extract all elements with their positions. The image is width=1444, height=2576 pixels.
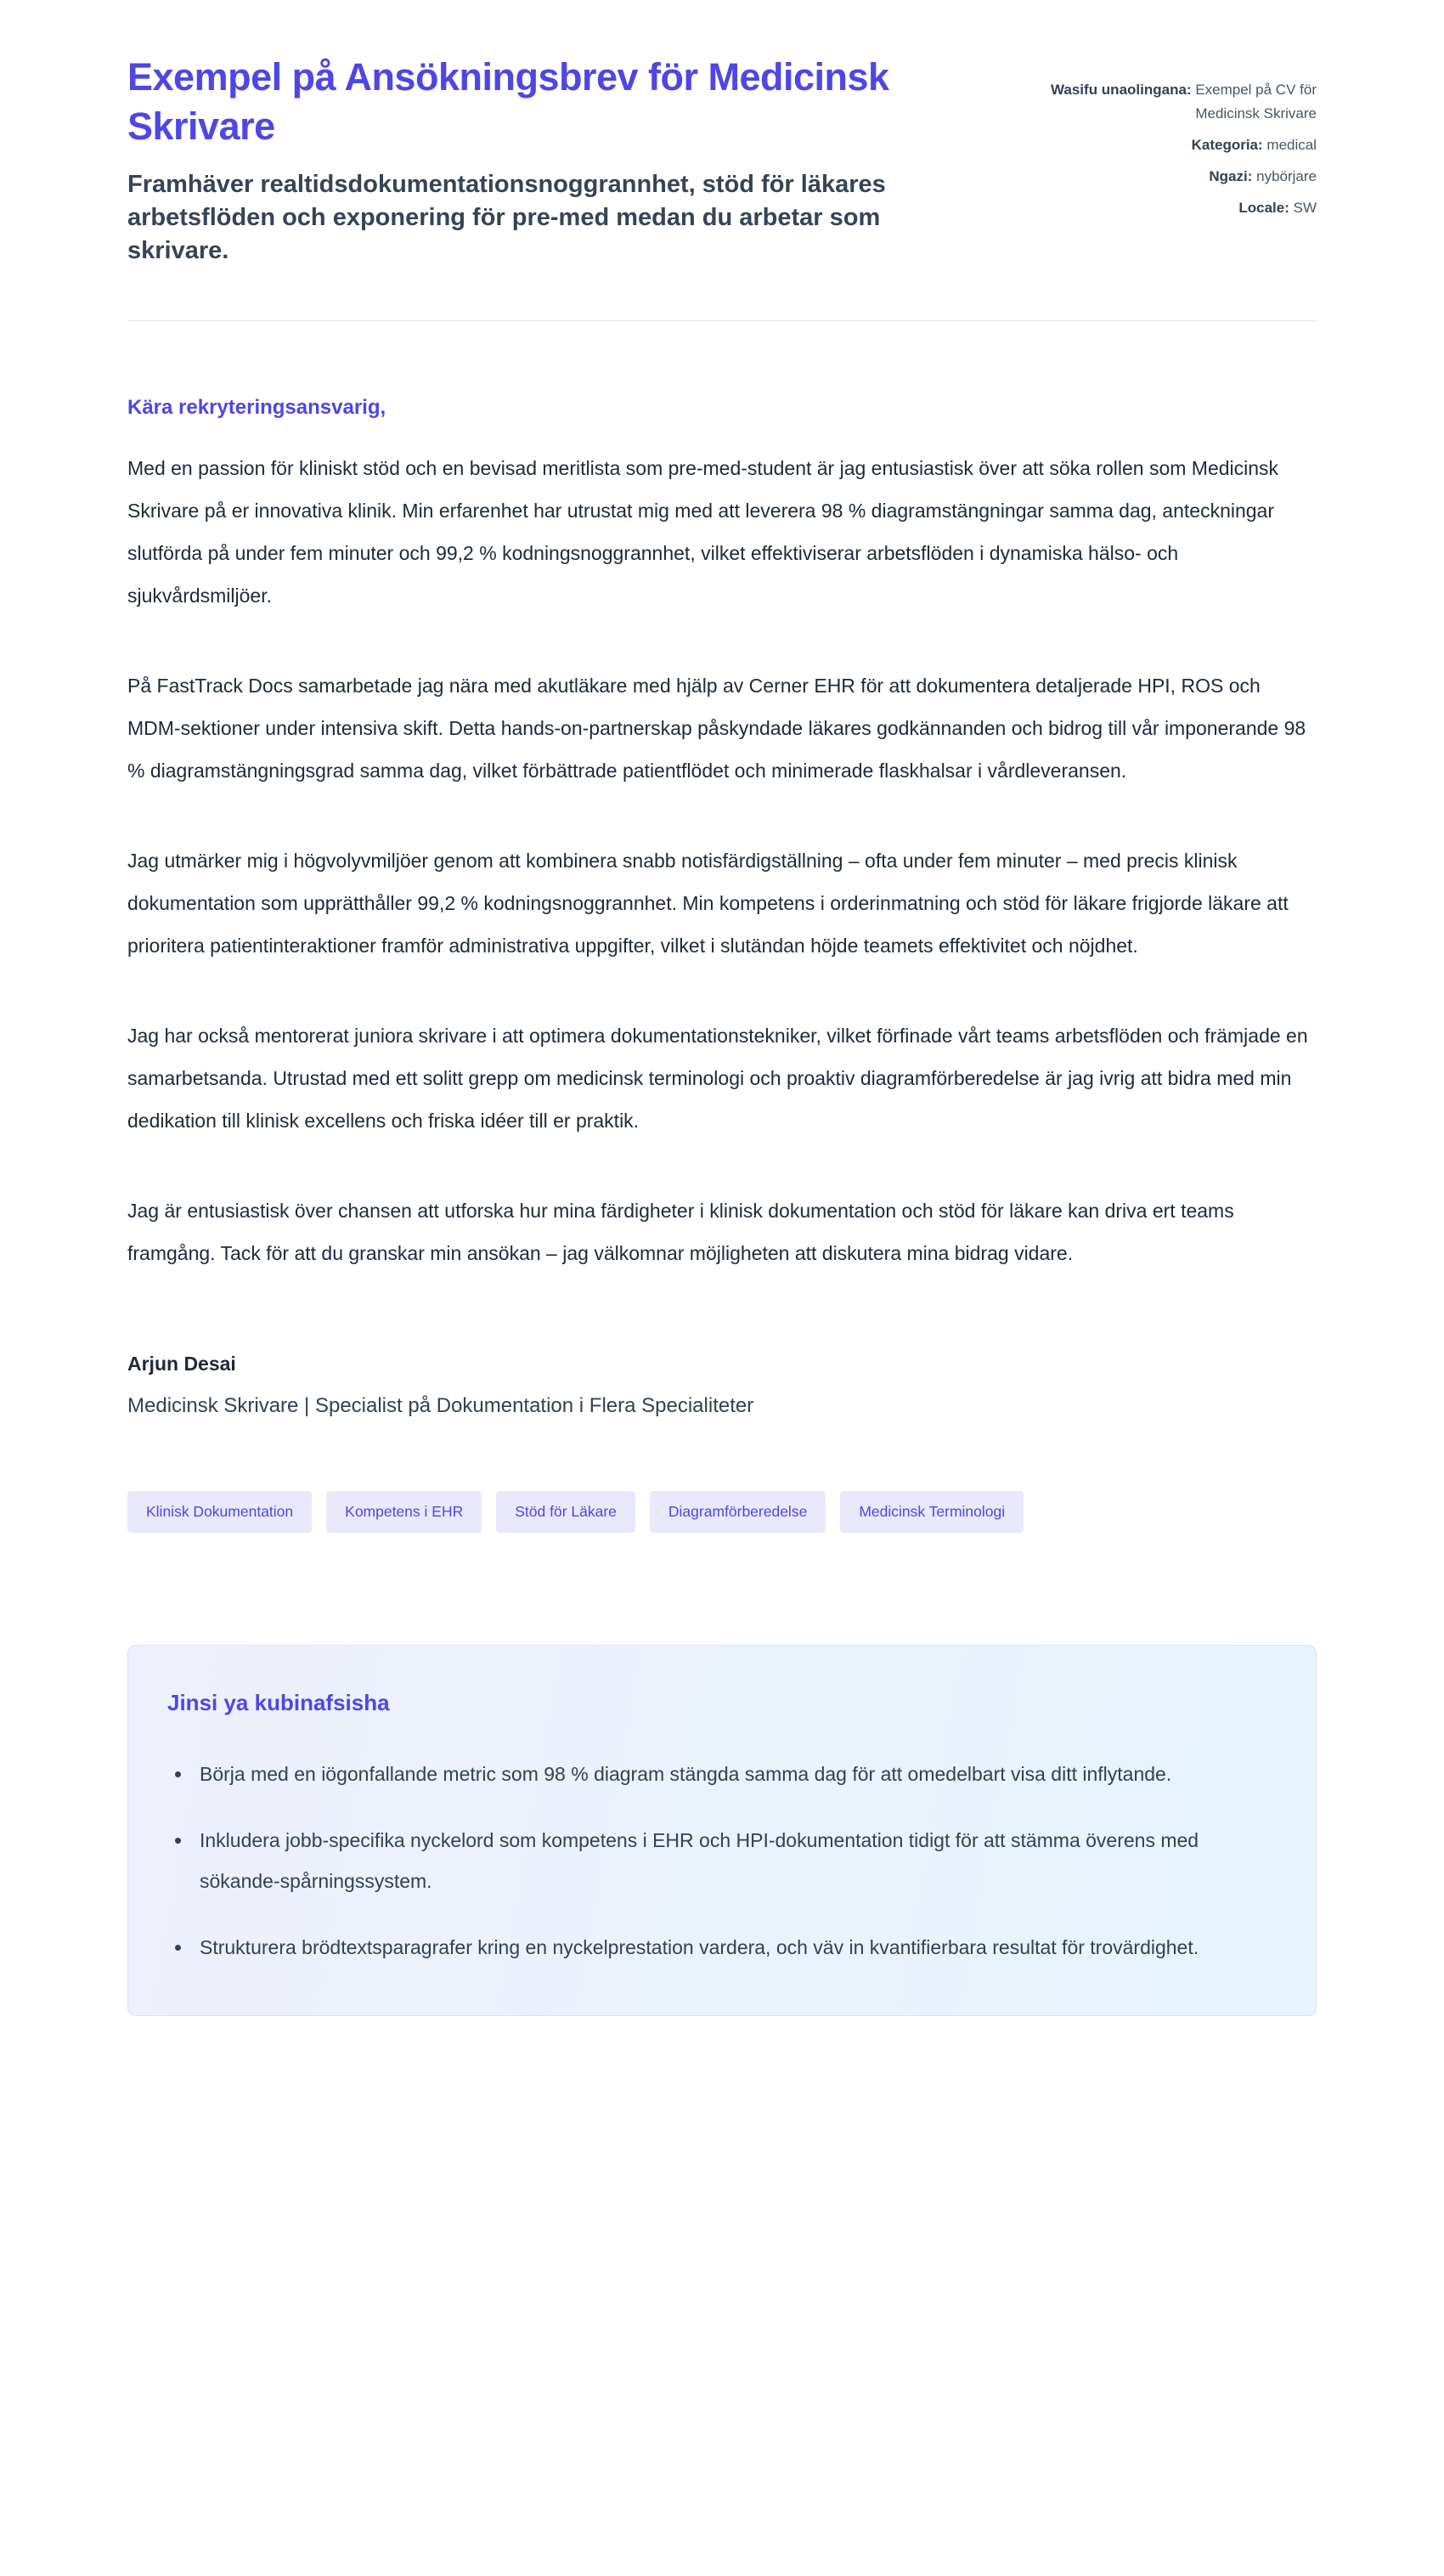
tips-box: [127, 1645, 1317, 2016]
meta-level-label: Ngazi:: [1209, 168, 1253, 184]
tips-item: • Inkludera jobb-specifika nyckelord som kompetens i EHR och HPI-dokumentation tidigt för att stämma överens med sökande-spårningssystem.: [193, 1820, 1238, 1901]
meta-category-value: medical: [1266, 137, 1317, 153]
tag-chip: Stöd för Läkare: [496, 1491, 635, 1533]
tips-item: • Börja med en iögonfallande metric som 98 % diagram stängda samma dag för att omedelbart visa ditt inflytande.: [193, 1754, 1238, 1794]
page-subtitle: Framhäver realtidsdokumentationsnoggrannhet, stöd för läkares arbetsflöden och exponering för pre-med medan du arbetar som skrivare.: [127, 171, 886, 264]
meta-category-label: Kategoria:: [1191, 137, 1263, 153]
tag-chip: Klinisk Dokumentation: [127, 1491, 312, 1533]
meta-locale-label: Locale:: [1238, 200, 1289, 216]
skill-tags: [127, 1491, 1147, 1533]
meta-level: [1028, 165, 1317, 189]
letter-body: [127, 396, 1317, 1274]
meta-locale-value: SW: [1293, 200, 1317, 216]
header-divider: [127, 320, 1317, 321]
letter-paragraph: Med en passion för kliniskt stöd och en bevisad meritlista som pre-med-student är jag entusiastisk över att söka rollen som Medicinsk Skrivare på er innovativa klinik. Min erfarenhet har utrustat mig med att leverera 98 % diagramstängningar samma dag, anteckningar slutförda på under fem minuter och 99,2 % kodningsnoggrannhet, vilket effektiviserar arbetsflöden i dynamiska hälso- och sjukvårdsmiljöer.: [127, 457, 1279, 607]
signature-name: Arjun Desai: [127, 1353, 236, 1375]
header-meta: [1028, 53, 1317, 228]
tips-list: [167, 1754, 1277, 1968]
letter-paragraph: Jag utmärker mig i högvolyvmiljöer genom att kombinera snabb notisfärdigställning – ofta under fem minuter – med precis klinisk dokumentation som upprätthåller 99,2 % kodningsnoggrannhet. Min kompetens i orderinmatning och stöd för läkare frigjorde läkare att prioritera patientinteraktioner framför administrativa uppgifter, vilket i slutändan höjde teamets effektivitet och nöjdhet.: [127, 850, 1289, 957]
tag-chip: Medicinsk Terminologi: [840, 1491, 1024, 1533]
header: [127, 53, 1317, 268]
letter-paragraph: På FastTrack Docs samarbetade jag nära med akutläkare med hjälp av Cerner EHR för att dokumentera detaljerade HPI, ROS och MDM-sektioner under intensiva skift. Detta hands-on-partnerskap påskyndade läkares godkännanden och bidrog till vår imponerande 98 % diagramstängningsgrad samma dag, vilket förbättrade patientflödet och minimerade flaskhalsar i vårdleveransen.: [127, 675, 1306, 782]
tips-heading: Jinsi ya kubinafsisha: [167, 1690, 390, 1715]
tips-item: • Strukturera brödtextsparagrafer kring en nyckelprestation vardera, och väv in kvantifierbara resultat för trovärdighet.: [193, 1927, 1238, 1968]
letter-paragraph: Jag har också mentorerat juniora skrivare i att optimera dokumentationstekniker, vilket förfinade vårt teams arbetsflöden och främjade en samarbetsanda. Utrustad med ett solitt grepp om medicinsk terminologi och proaktiv diagramförberedelse är jag ivrig att bidra med min dedikation till klinisk excellens och friska idéer till er praktik.: [127, 1025, 1308, 1132]
meta-category: [1028, 133, 1317, 157]
tag-chip: Diagramförberedelse: [650, 1491, 826, 1533]
meta-level-value: nybörjare: [1256, 168, 1317, 184]
header-title-block: [127, 53, 943, 268]
signature-block: [127, 1353, 1317, 1418]
page-title: Exempel på Ansökningsbrev för Medicinsk Skrivare: [127, 55, 889, 148]
letter-paragraph: Jag är entusiastisk över chansen att utforska hur mina färdigheter i klinisk dokumentation och stöd för läkare kan driva ert teams framgång. Tack för att du granskar min ansökan – jag välkomnar möjligheten att diskutera mina bidrag vidare.: [127, 1200, 1234, 1264]
signature-role: Medicinsk Skrivare | Specialist på Dokumentation i Flera Specialiteter: [127, 1394, 754, 1417]
tag-chip: Kompetens i EHR: [326, 1491, 482, 1533]
meta-related: [1028, 78, 1317, 126]
meta-locale: [1028, 196, 1317, 220]
letter-greeting: Kära rekryteringsansvarig,: [127, 396, 386, 419]
meta-related-label: Wasifu unaolingana:: [1050, 82, 1192, 98]
meta-related-value: Exempel på CV för Medicinsk Skrivare: [1195, 82, 1317, 121]
